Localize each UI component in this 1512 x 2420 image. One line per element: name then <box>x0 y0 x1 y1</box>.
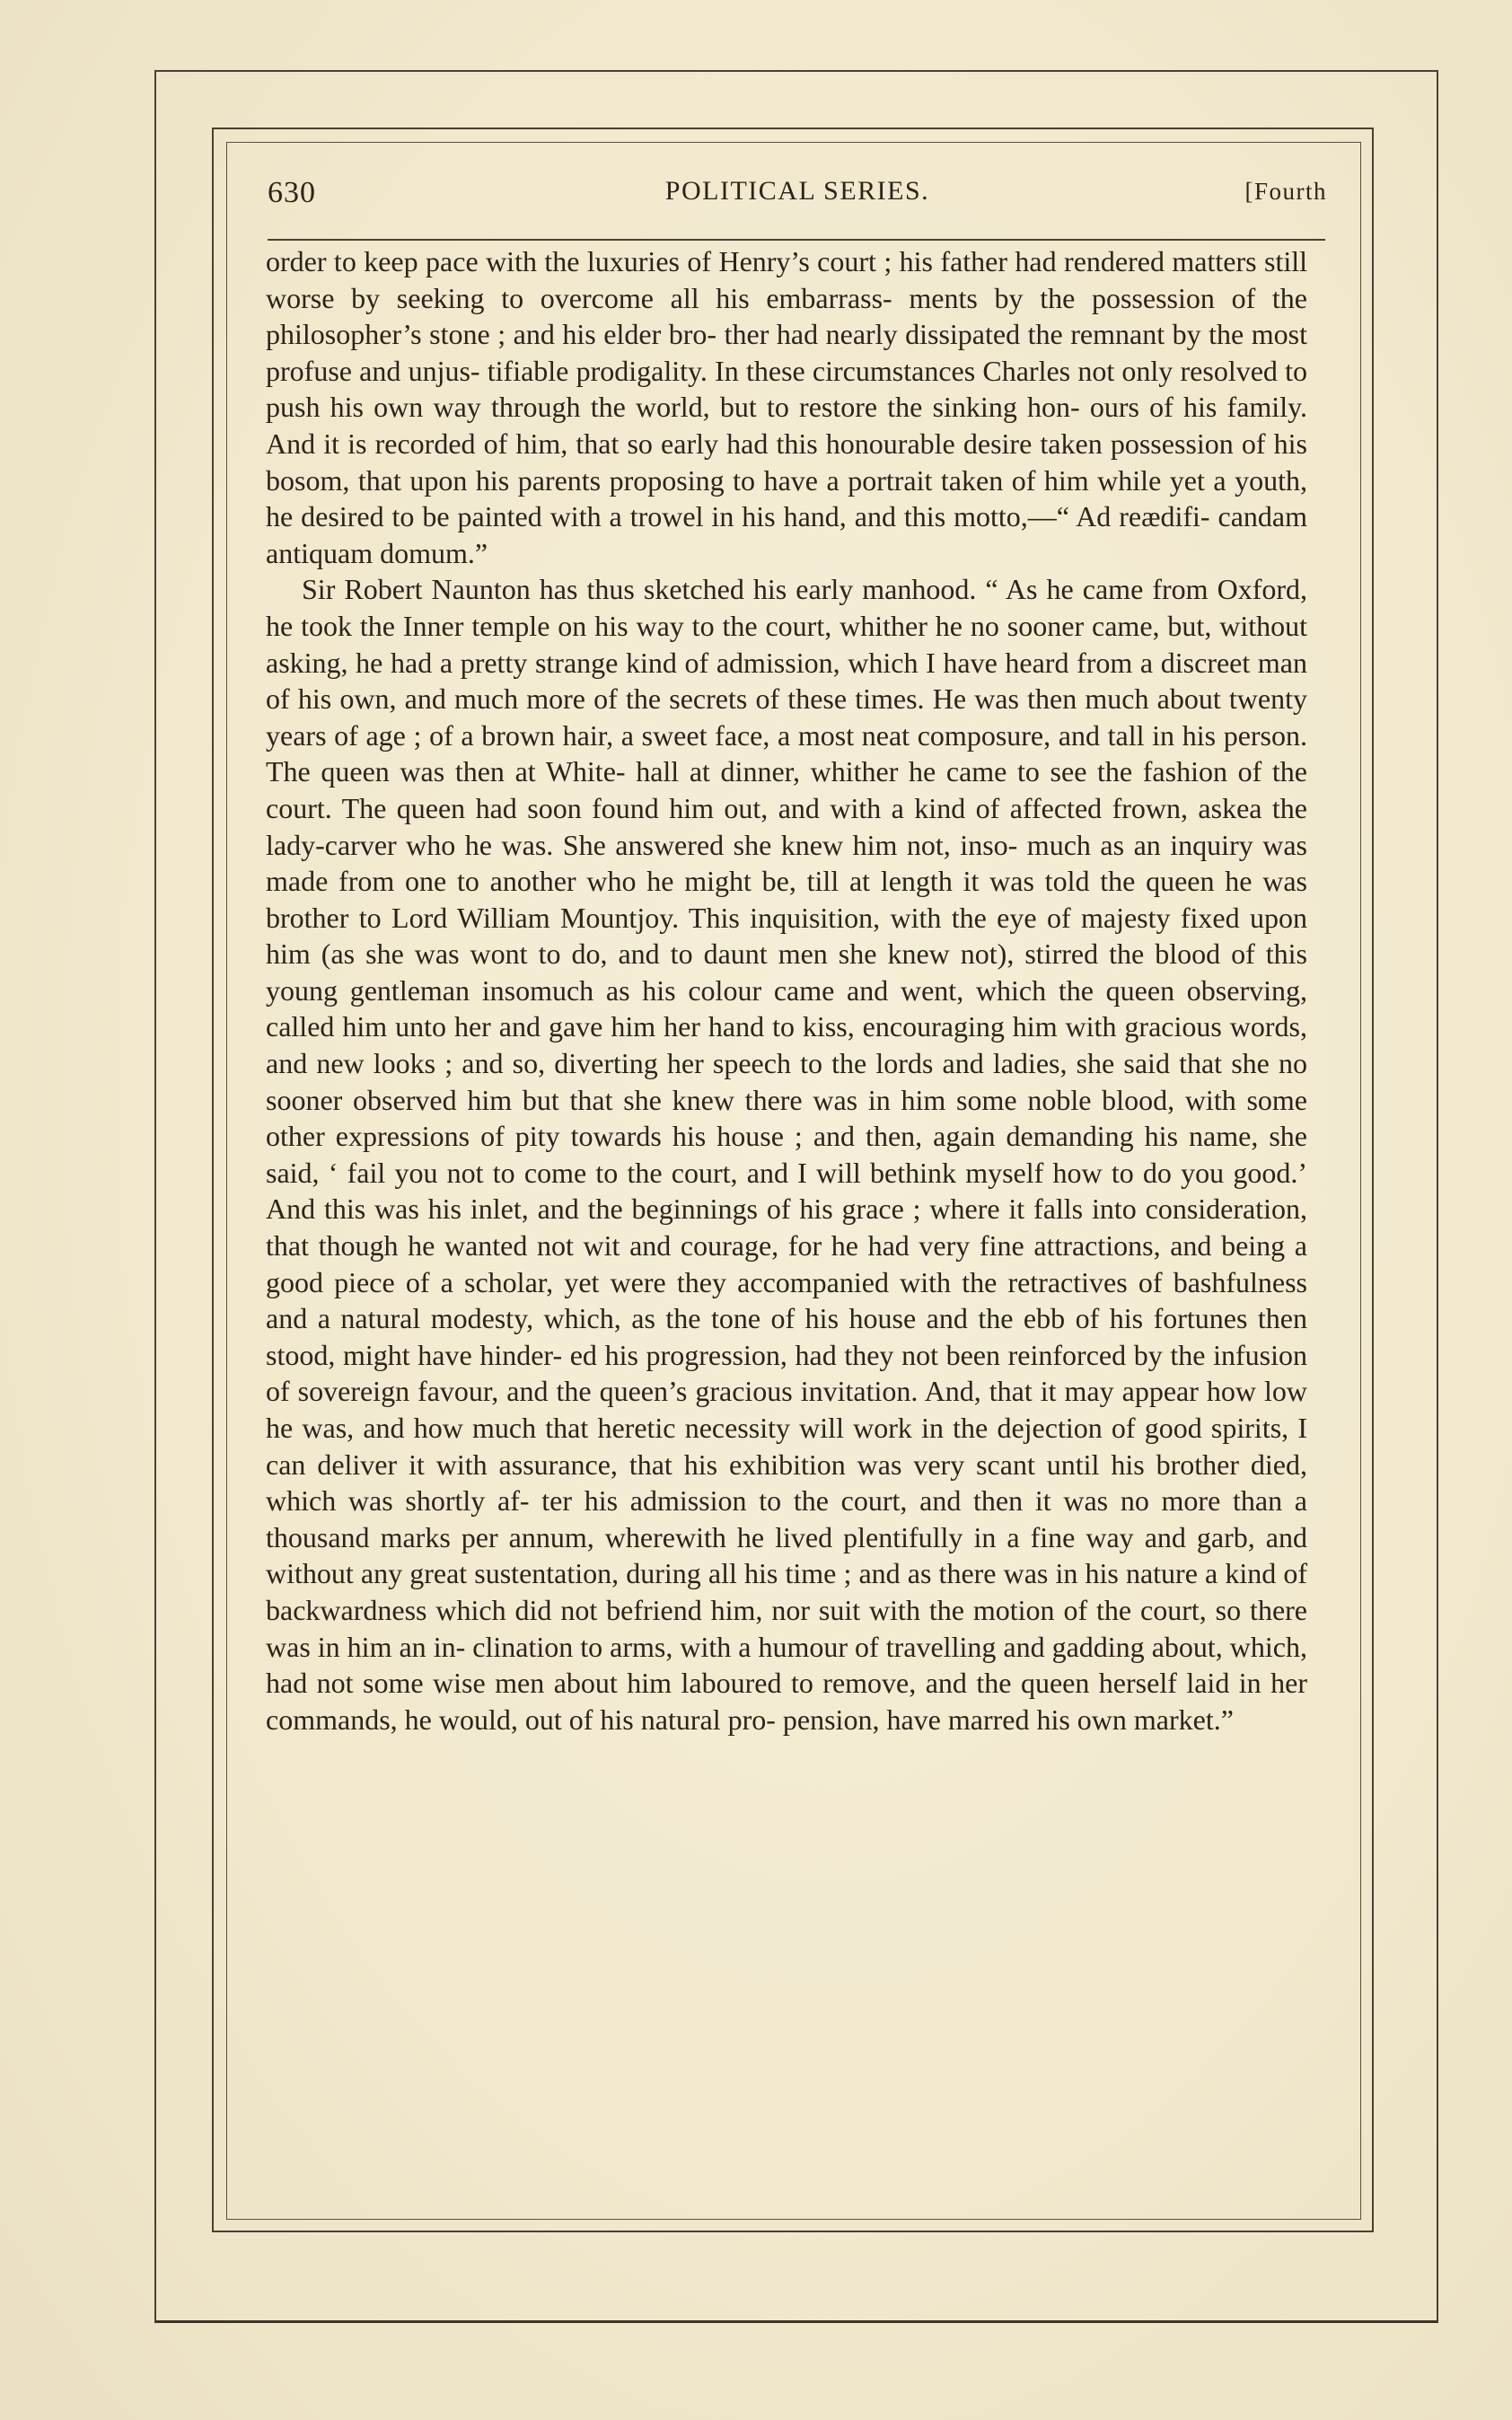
paragraph-2: Sir Robert Naunton has thus sketched his early manhood. “ As he came from Oxford, he took the Inner temple on his way to the court, whither he no sooner came, but, without asking, he had a pretty strange kind of admission, which I have heard from a discreet man of his own, and much more of the secrets of these times. He was then much about twenty years of age ; of a brown hair, a sweet face, a most neat composure, and tall in his person. The queen was then at White- hall at dinner, whither he came to see the fashion of the court. The queen had soon found him out, and with a kind of affected frown, askea the lady-carver who he was. She answered she knew him not, inso- much as an inquiry was made from one to another who he might be, till at length it was told the queen he was brother to Lord William Mountjoy. This inquisition, with the eye of majesty fixed upon him (as she was wont to do, and to daunt men she knew not), stirred the blood of this young gentleman insomuch as his colour came and went, which the queen observing, called him unto her and gave him her hand to kiss, encouraging him with gracious words, and new looks ; and so, diverting her speech to the lords and ladies, she said that she no sooner observed him but that she knew there was in him some noble blood, with some other expressions of pity towards his house ; and then, again demanding his name, she said, ‘ fail you not to come to the court, and I will bethink myself how to do you good.’ And this was his inlet, and the beginnings of his grace ; where it falls into consideration, that though he wanted not wit and courage, for he had very fine attractions, and being a good piece of a scholar, yet were they accompanied with the retractives of bashfulness and a natural modesty, which, as the tone of his house and the ebb of his fortunes then stood, might have hinder- ed his progression, had they not been reinforced by the infusion of sovereign favour, and the queen’s gracious invitation. And, that it may appear how low he was, and how much that heretic necessity will work in the dejection of good spirits, I can deliver it with assurance, that his exhibition was very scant until his brother died, which was shortly af- ter his admission to the court, and then it was no more than a thousand marks per annum, wherewith he lived plentifully in a fine way and garb, and without any great sustentation, during all his time ; and as there was in his nature a kind of backwardness which did not befriend him, nor suit with the motion of the court, so there was in him an in- clination to arms, with a humour of travelling and gadding about, which, had not some wise men about him laboured to remove, and the queen herself laid in her commands, he would, out of his natural pro- pension, have marred his own market.” <box>266 573 1307 1736</box>
running-title: POLITICAL SERIES. <box>664 176 930 206</box>
header-rule <box>268 239 1325 241</box>
page-number: 630 <box>268 176 316 209</box>
body-text <box>266 243 1307 1738</box>
section-marker: [Fourth <box>1244 178 1327 205</box>
page-header <box>268 176 1327 221</box>
paragraph-1: order to keep pace with the luxuries of Henry’s court ; his father had rendered matters still worse by seeking to overcome all his embarrass- ments by the possession of the philosopher’s stone ; and his elder bro- ther had nearly dissipated the remnant by the most profuse and unjus- tifiable prodigality. In these circumstances Charles not only resolved to push his own way through the world, but to restore the sinking hon- ours of his family. And it is recorded of him, that so early had this honourable desire taken possession of his bosom, that upon his parents proposing to have a portrait taken of him while yet a youth, he desired to be painted with a trowel in his hand, and this motto,—“ Ad reædifi- candam antiquam domum.” <box>266 245 1307 569</box>
